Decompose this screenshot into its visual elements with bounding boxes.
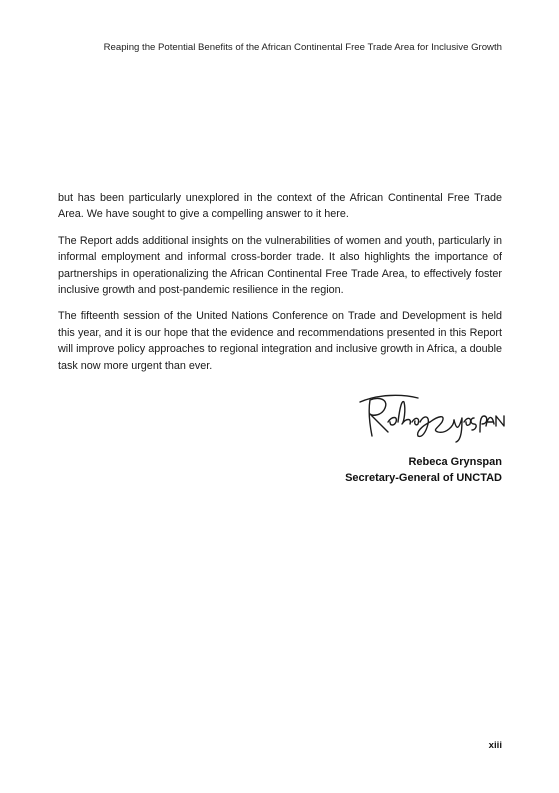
- paragraph-3: The fifteenth session of the United Nations Conference on Trade and Development is held this year, and it is our hope that the evidence and recommendations presented in this Report will improve policy approaches to regional integration and inclusive growth in Africa, a double task now more urgent than ever.: [58, 310, 502, 372]
- signatory-name: Rebeca Grynspan: [408, 456, 502, 468]
- running-header: Reaping the Potential Benefits of the African Continental Free Trade Area for Inclusive Growth: [103, 42, 502, 53]
- body-text: [58, 190, 502, 384]
- signatory-block: [258, 455, 502, 486]
- handwritten-signature: [358, 392, 506, 444]
- paragraph-2: The Report adds additional insights on the vulnerabilities of women and youth, particularly in informal employment and informal cross-border trade. It also highlights the importance of partnerships in operationalizing the African Continental Free Trade Area, to effectively foster inclusive growth and post-pandemic resilience in the region.: [58, 234, 502, 297]
- paragraph-1: but has been particularly unexplored in the context of the African Continental Free Trade Area. We have sought to give a compelling answer to it here.: [58, 192, 502, 221]
- signatory-title: Secretary-General of UNCTAD: [345, 471, 502, 484]
- page-number: xiii: [488, 740, 502, 751]
